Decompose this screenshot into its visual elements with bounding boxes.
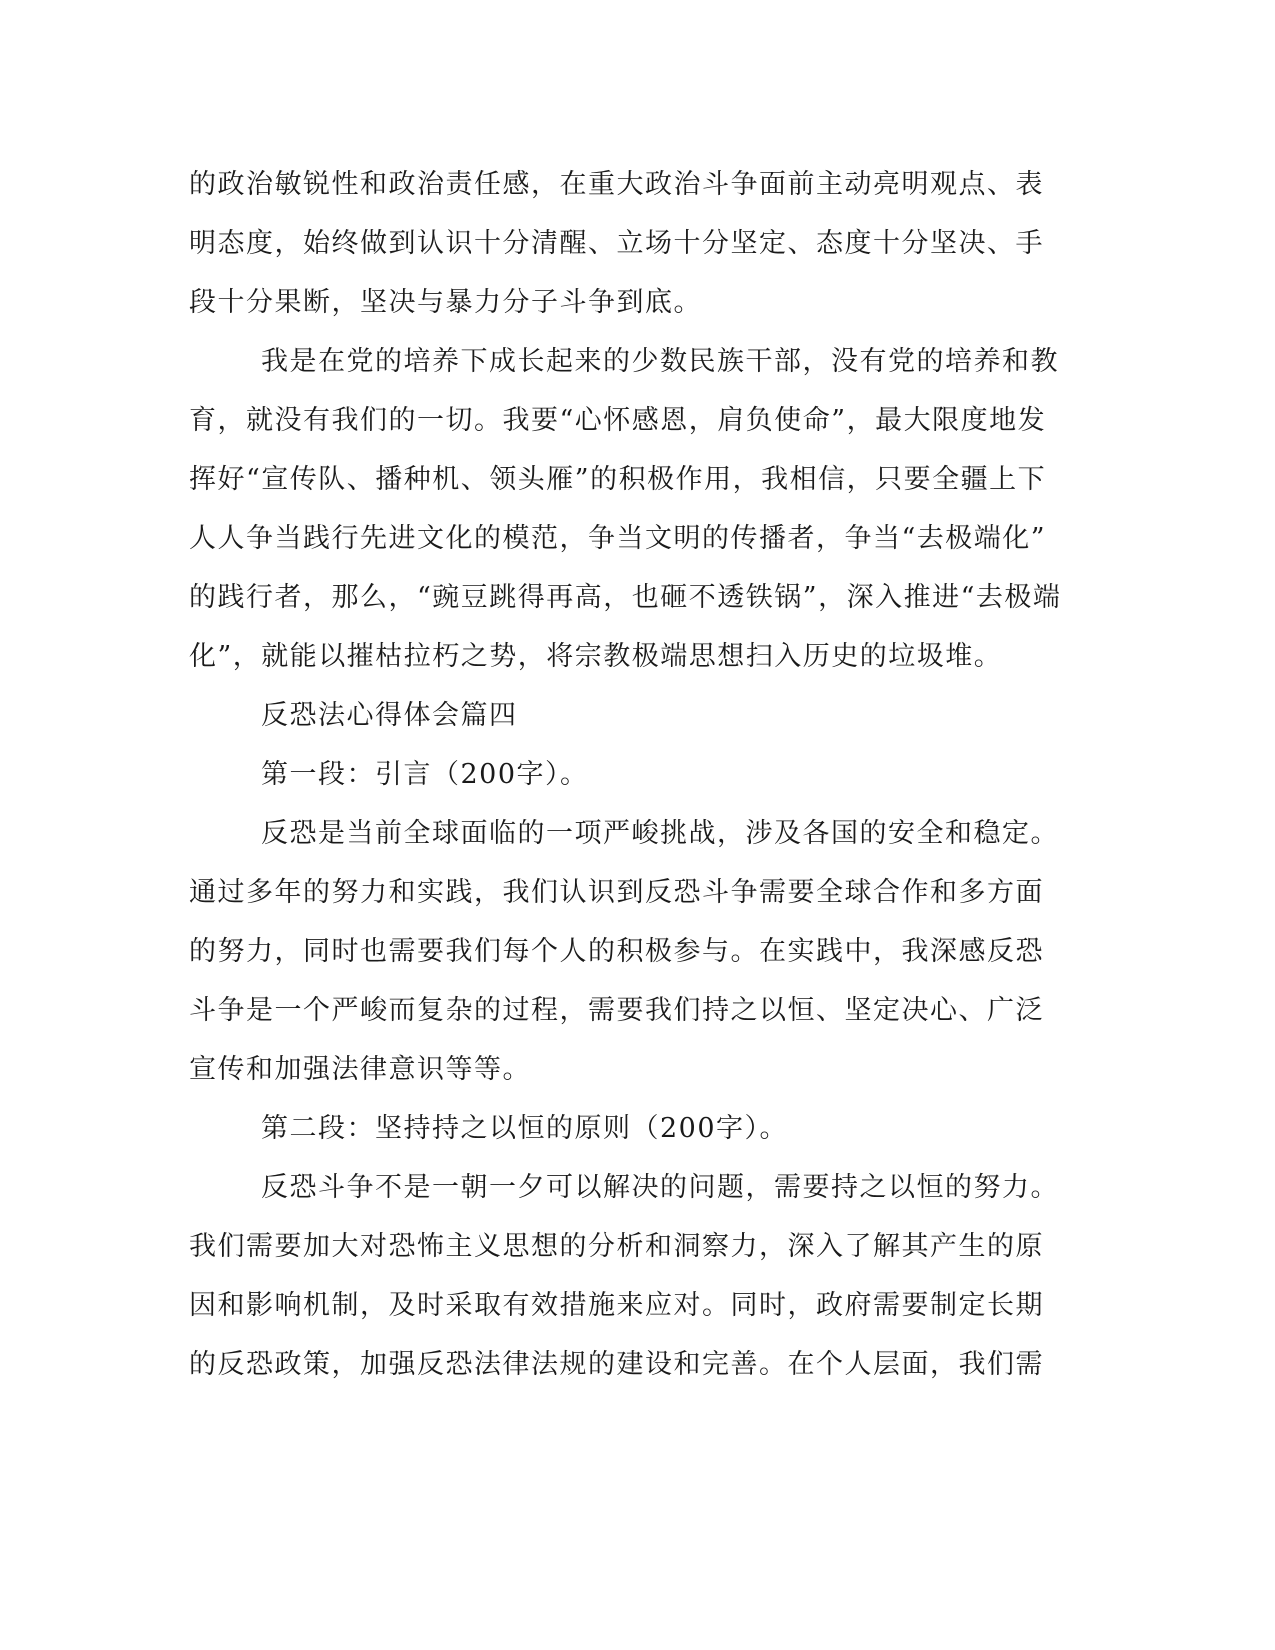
text-line: 通过多年的努力和实践，我们认识到反恐斗争需要全球合作和多方面	[189, 877, 1044, 908]
text-line: 的努力，同时也需要我们每个人的积极参与。在实践中，我深感反恐	[189, 936, 1044, 967]
text-line: 斗争是一个严峻而复杂的过程，需要我们持之以恒、坚定决心、广泛	[189, 995, 1044, 1026]
subsection-heading: 第一段：引言（200字）。	[261, 759, 589, 790]
paragraph-first-line: 反恐是当前全球面临的一项严峻挑战，涉及各国的安全和稳定。	[261, 818, 1059, 849]
text-line: 我们需要加大对恐怖主义思想的分析和洞察力，深入了解其产生的原	[189, 1231, 1044, 1262]
text-line: 明态度，始终做到认识十分清醒、立场十分坚定、态度十分坚决、手	[189, 228, 1044, 259]
text-line: 的践行者，那么，“豌豆跳得再高，也砸不透铁锅”，深入推进“去极端	[189, 582, 1062, 613]
text-line: 育，就没有我们的一切。我要“心怀感恩，肩负使命”，最大限度地发	[189, 405, 1047, 436]
paragraph-first-line: 反恐斗争不是一朝一夕可以解决的问题，需要持之以恒的努力。	[261, 1172, 1059, 1203]
text-line: 因和影响机制，及时采取有效措施来应对。同时，政府需要制定长期	[189, 1290, 1044, 1321]
text-line: 的政治敏锐性和政治责任感，在重大政治斗争面前主动亮明观点、表	[189, 169, 1044, 200]
text-line: 段十分果断，坚决与暴力分子斗争到底。	[189, 287, 702, 318]
text-line: 化”，就能以摧枯拉朽之势，将宗教极端思想扫入历史的垃圾堆。	[189, 641, 1003, 672]
text-line: 宣传和加强法律意识等等。	[189, 1054, 531, 1085]
paragraph-first-line: 我是在党的培养下成长起来的少数民族干部，没有党的培养和教	[261, 346, 1059, 377]
section-heading: 反恐法心得体会篇四	[261, 700, 518, 731]
text-line: 挥好“宣传队、播种机、领头雁”的积极作用，我相信，只要全疆上下	[189, 464, 1047, 495]
document-body	[189, 155, 1089, 1394]
text-line: 的反恐政策，加强反恐法律法规的建设和完善。在个人层面，我们需	[189, 1349, 1044, 1380]
text-line: 人人争当践行先进文化的模范，争当文明的传播者，争当“去极端化”	[189, 523, 1047, 554]
subsection-heading: 第二段：坚持持之以恒的原则（200字）。	[261, 1113, 789, 1144]
